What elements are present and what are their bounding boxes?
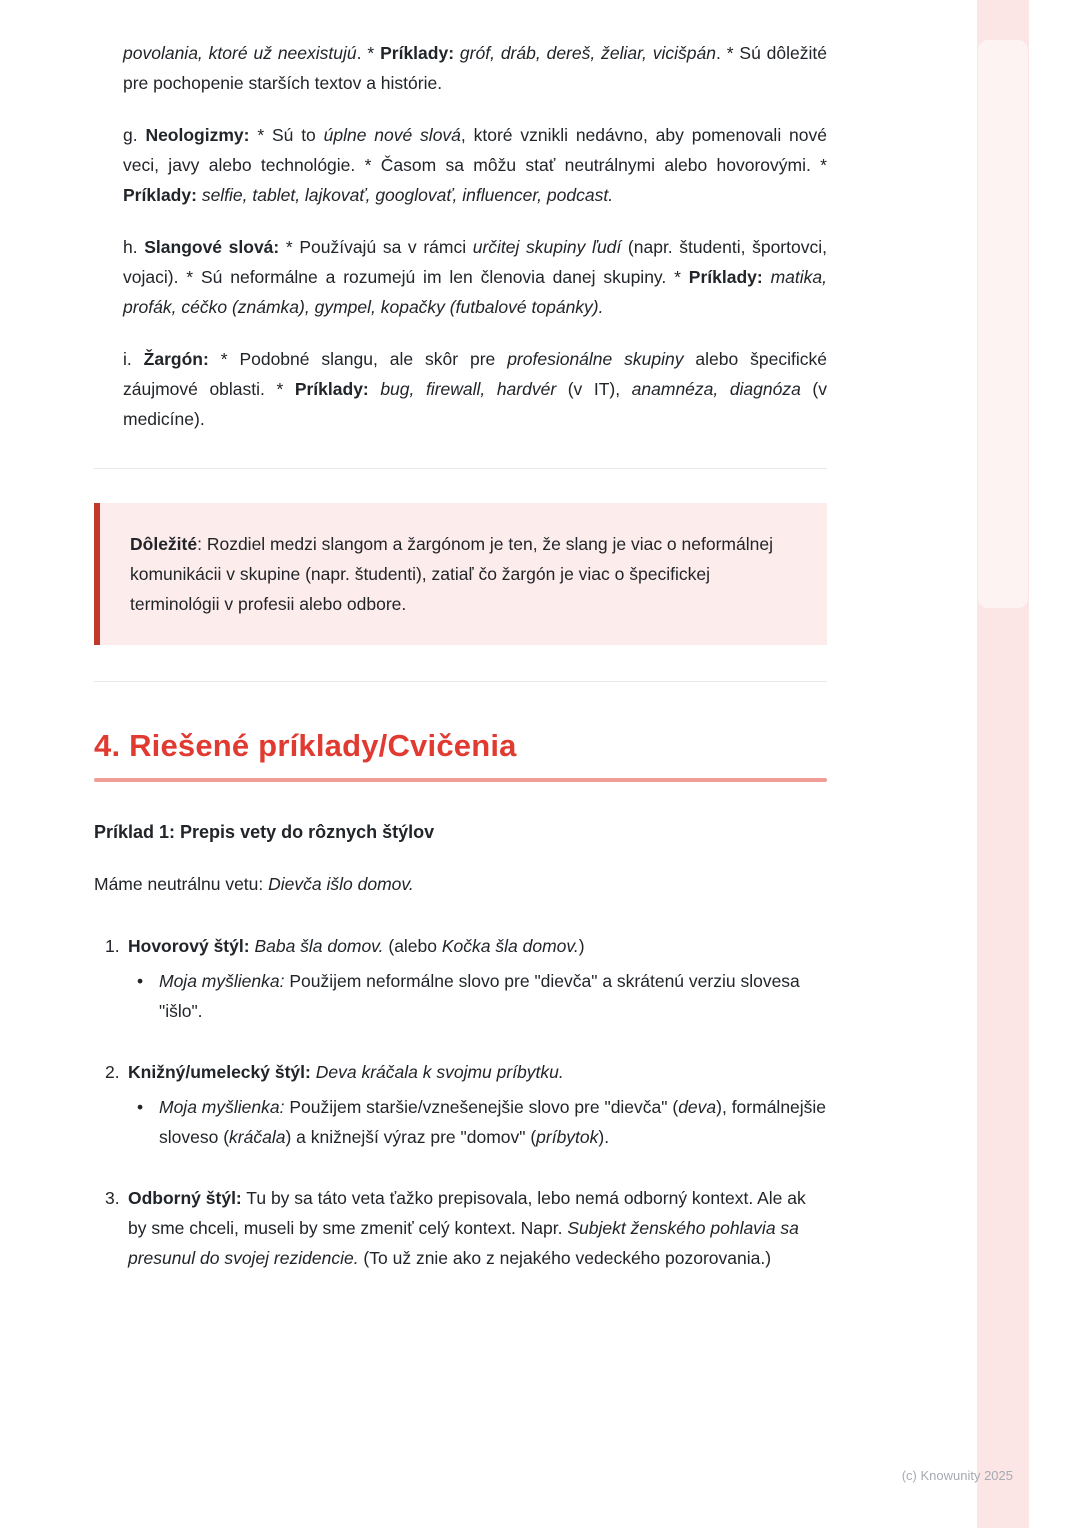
heading-underline xyxy=(94,778,827,782)
callout-text: Dôležité: Rozdiel medzi slangom a žargónom je ten, že slang je viac o neformálnej komunikácii v skupine (napr. študenti), zatiaľ čo žargón je viac o špecifickej terminológii v profesii alebo odbore. xyxy=(130,534,773,614)
section-heading: 4. Riešené príklady/Cvičenia xyxy=(94,728,517,763)
scrollbar-thumb[interactable] xyxy=(978,40,1028,608)
copyright-notice: (c) Knowunity 2025 xyxy=(901,1468,1013,1483)
example-title: Príklad 1: Prepis vety do rôznych štýlov xyxy=(94,822,435,842)
word-type-paragraph-neologizmy: g. Neologizmy: * Sú to úplne nové slová, ktoré vznikli nedávno, aby pomenovali nové veci, javy alebo technológie. * Časom sa môžu stať neutrálnymi alebo hovorovými. * Príklady: selfie, tablet, lajkovať, googlovať, influencer, podcast. xyxy=(123,125,827,205)
example-intro: Máme neutrálnu vetu: Dievča išlo domov. xyxy=(94,874,414,894)
archaisms-paragraph: povolania, ktoré už neexistujú. * Príklady: gróf, dráb, dereš, želiar, vicišpán. * Sú dôležité pre pochopenie starších textov a histórie. xyxy=(123,43,828,93)
scrollbar-track[interactable] xyxy=(977,0,1029,1528)
word-type-paragraph-slang: h. Slangové slová: * Používajú sa v rámci určitej skupiny ľudí (napr. študenti, športovci, vojaci). * Sú neformálne a rozumejú im len členovia danej skupiny. * Príklady: matika, profák, céčko (známka), gympel, kopačky (futbalové topánky). xyxy=(123,237,827,317)
exercise-list xyxy=(94,931,827,1273)
divider xyxy=(94,468,827,469)
divider xyxy=(94,681,827,682)
bullet-icon: • xyxy=(137,1097,144,1117)
document-page xyxy=(94,38,827,1304)
exercise-item-1 xyxy=(105,931,827,1026)
exercise-sub-item xyxy=(137,966,827,1026)
exercise-item-2 xyxy=(105,1057,827,1152)
exercise-number: 3. xyxy=(105,1188,120,1208)
exercise-sub-item xyxy=(137,1092,827,1152)
exercise-item-3 xyxy=(105,1183,827,1273)
exercise-text: Knižný/umelecký štýl: Deva kráčala k svojmu príbytku. xyxy=(128,1062,564,1082)
exercise-number: 1. xyxy=(105,936,120,956)
exercise-text: Hovorový štýl: Baba šla domov. (alebo Kočka šla domov.) xyxy=(128,936,585,956)
bullet-icon: • xyxy=(137,971,144,991)
exercise-note: Moja myšlienka: Použijem neformálne slovo pre "dievča" a skrátenú verziu slovesa "išlo". xyxy=(159,971,800,1021)
exercise-number: 2. xyxy=(105,1062,120,1082)
exercise-note: Moja myšlienka: Použijem staršie/vznešenejšie slovo pre "dievča" (deva), formálnejšie sloveso (kráčala) a knižnejší výraz pre "domov" (príbytok). xyxy=(159,1097,827,1147)
exercise-text: Odborný štýl: Tu by sa táto veta ťažko prepisovala, lebo nemá odborný kontext. Ale ak by sme chceli, museli by sme zmeniť celý kontext. Napr. Subjekt ženského pohlavia sa presunul do svojej rezidencie. (To už znie ako z nejakého vedeckého pozorovania.) xyxy=(128,1188,806,1268)
word-type-paragraph-zargon: i. Žargón: * Podobné slangu, ale skôr pre profesionálne skupiny alebo špecifické záujmové oblasti. * Príklady: bug, firewall, hardvér (v IT), anamnéza, diagnóza (v medicíne). xyxy=(123,349,827,429)
important-callout xyxy=(94,503,827,645)
